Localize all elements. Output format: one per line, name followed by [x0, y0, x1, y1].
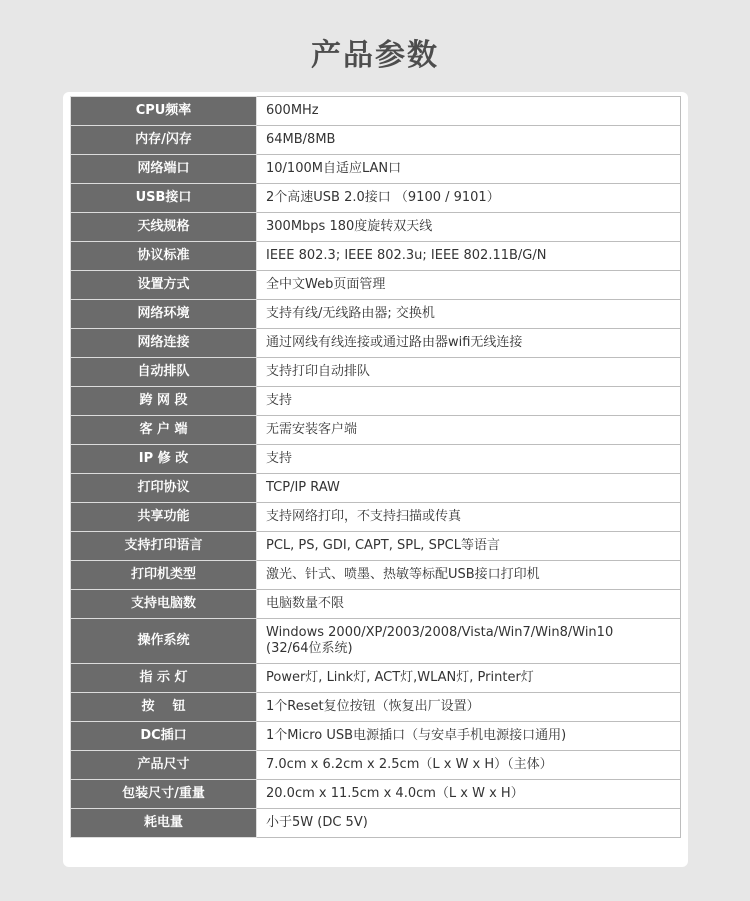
table-row	[71, 619, 681, 664]
spec-value: 2个高速USB 2.0接口 （9100 / 9101）	[257, 184, 681, 213]
spec-value: 支持有线/无线路由器; 交换机	[257, 300, 681, 329]
table-row	[71, 300, 681, 329]
table-row	[71, 474, 681, 503]
spec-label: 包装尺寸/重量	[71, 780, 257, 809]
table-row	[71, 126, 681, 155]
spec-value: 无需安装客户端	[257, 416, 681, 445]
spec-value: 电脑数量不限	[257, 590, 681, 619]
table-row	[71, 503, 681, 532]
spec-value: 1个Reset复位按钮（恢复出厂设置）	[257, 693, 681, 722]
spec-value: 300Mbps 180度旋转双天线	[257, 213, 681, 242]
table-row	[71, 561, 681, 590]
spec-value: 64MB/8MB	[257, 126, 681, 155]
spec-label: 自动排队	[71, 358, 257, 387]
table-row	[71, 271, 681, 300]
spec-label: 耗电量	[71, 809, 257, 838]
table-row	[71, 416, 681, 445]
spec-label: 操作系统	[71, 619, 257, 664]
spec-label: 设置方式	[71, 271, 257, 300]
spec-label: 网络环境	[71, 300, 257, 329]
spec-label: 共享功能	[71, 503, 257, 532]
table-row	[71, 184, 681, 213]
spec-label: USB接口	[71, 184, 257, 213]
spec-value: 7.0cm x 6.2cm x 2.5cm（L x W x H）（主体）	[257, 751, 681, 780]
table-row	[71, 213, 681, 242]
spec-label: 天线规格	[71, 213, 257, 242]
table-row	[71, 590, 681, 619]
spec-value: Power灯, Link灯, ACT灯,WLAN灯, Printer灯	[257, 664, 681, 693]
spec-value: 全中文Web页面管理	[257, 271, 681, 300]
spec-value: 10/100M自适应LAN口	[257, 155, 681, 184]
spec-label: 协议标准	[71, 242, 257, 271]
table-row	[71, 387, 681, 416]
spec-table	[70, 96, 681, 838]
spec-label: 支持电脑数	[71, 590, 257, 619]
spec-label: 按 钮	[71, 693, 257, 722]
spec-label: 产品尺寸	[71, 751, 257, 780]
spec-value: 支持	[257, 445, 681, 474]
spec-value: IEEE 802.3; IEEE 802.3u; IEEE 802.11B/G/N	[257, 242, 681, 271]
spec-value-line: Windows 2000/XP/2003/2008/Vista/Win7/Win8/Win10	[266, 625, 614, 640]
table-row	[71, 358, 681, 387]
spec-value: 支持	[257, 387, 681, 416]
table-row	[71, 664, 681, 693]
spec-value: 小于5W (DC 5V)	[257, 809, 681, 838]
table-row	[71, 693, 681, 722]
spec-label: DC插口	[71, 722, 257, 751]
spec-label: 内存/闪存	[71, 126, 257, 155]
table-row	[71, 445, 681, 474]
spec-label: 支持打印语言	[71, 532, 257, 561]
spec-label: CPU频率	[71, 97, 257, 126]
page-title: 产品参数	[311, 38, 439, 73]
spec-label: 跨 网 段	[71, 387, 257, 416]
spec-value: 支持打印自动排队	[257, 358, 681, 387]
spec-label: 网络连接	[71, 329, 257, 358]
spec-value: 通过网线有线连接或通过路由器wifi无线连接	[257, 329, 681, 358]
table-row	[71, 97, 681, 126]
table-row	[71, 780, 681, 809]
table-row	[71, 155, 681, 184]
spec-label: 网络端口	[71, 155, 257, 184]
spec-value: 600MHz	[257, 97, 681, 126]
table-row	[71, 722, 681, 751]
spec-value: 1个Micro USB电源插口（与安卓手机电源接口通用)	[257, 722, 681, 751]
spec-label: 客 户 端	[71, 416, 257, 445]
table-row	[71, 329, 681, 358]
spec-value: 20.0cm x 11.5cm x 4.0cm（L x W x H）	[257, 780, 681, 809]
spec-value-line: (32/64位系统)	[266, 641, 353, 656]
spec-label: 打印机类型	[71, 561, 257, 590]
spec-value: 激光、针式、喷墨、热敏等标配USB接口打印机	[257, 561, 681, 590]
table-row	[71, 809, 681, 838]
spec-value: TCP/IP RAW	[257, 474, 681, 503]
spec-value: 支持网络打印，不支持扫描或传真	[257, 503, 681, 532]
table-row	[71, 532, 681, 561]
table-row	[71, 242, 681, 271]
spec-value	[257, 619, 681, 664]
table-row	[71, 751, 681, 780]
spec-label: 打印协议	[71, 474, 257, 503]
spec-label: 指 示 灯	[71, 664, 257, 693]
spec-label: IP 修 改	[71, 445, 257, 474]
spec-value: PCL, PS, GDI, CAPT, SPL, SPCL等语言	[257, 532, 681, 561]
